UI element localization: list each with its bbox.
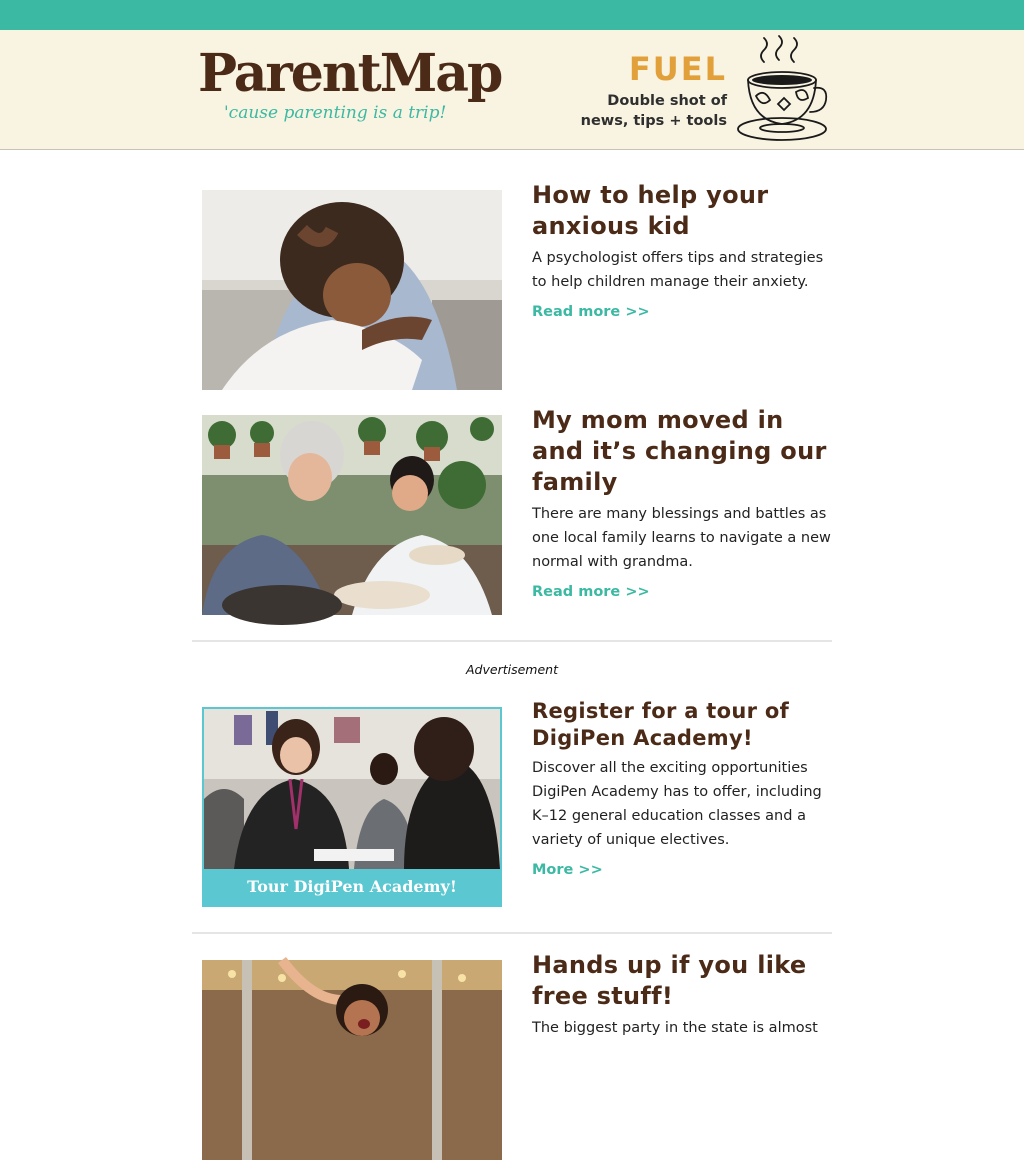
fuel-subtitle-line1: Double shot of (607, 93, 727, 109)
article-text (532, 180, 832, 320)
fuel-subtitle (527, 91, 727, 131)
logo-tagline: 'cause parenting is a trip! (224, 103, 447, 123)
coffee-cup-icon (734, 34, 830, 144)
article-anxious-kid (202, 180, 832, 395)
article-text (532, 950, 832, 1040)
article-description: A psychologist offers tips and strategies to help children manage their anxiety. (532, 250, 824, 290)
advertisement-label: Advertisement (466, 662, 558, 677)
read-more-link[interactable]: Read more >> (532, 584, 650, 600)
article-title[interactable]: How to help your anxious kid (532, 181, 769, 240)
article-description: There are many blessings and battles as one local family learns to navigate a new normal with grandma. (532, 506, 831, 570)
article-text (532, 405, 832, 600)
ad-description: Discover all the exciting opportunities DigiPen Academy has to offer, including K–12 general education classes and a variety of unique electives. (532, 760, 822, 848)
section-divider (192, 932, 832, 934)
top-accent-bar (0, 0, 1024, 30)
fuel-subtitle-line2: news, tips + tools (580, 113, 727, 129)
fuel-title: FUEL (628, 50, 727, 88)
article-title[interactable]: Hands up if you like free stuff! (532, 951, 807, 1010)
parentmap-logo[interactable]: ParentMap (198, 43, 502, 104)
article-free-stuff (202, 950, 832, 1036)
ad-text (532, 698, 832, 878)
section-divider (192, 640, 832, 642)
newsletter-header (0, 30, 1024, 150)
article-image-kid-carousel[interactable] (202, 960, 502, 1160)
read-more-link[interactable]: Read more >> (532, 304, 650, 320)
article-mom-moved-in (202, 405, 832, 620)
advertisement-digipen (202, 698, 832, 913)
article-description: The biggest party in the state is almost (532, 1020, 818, 1036)
more-link[interactable]: More >> (532, 862, 603, 878)
ad-banner-text: Tour DigiPen Academy! (204, 869, 500, 905)
ad-image-digipen[interactable] (202, 707, 502, 907)
article-image-grandma[interactable] (202, 415, 502, 615)
article-title[interactable]: My mom moved in and it’s changing our family (532, 406, 827, 496)
article-image-hug[interactable] (202, 190, 502, 390)
ad-title[interactable]: Register for a tour of DigiPen Academy! (532, 699, 790, 750)
